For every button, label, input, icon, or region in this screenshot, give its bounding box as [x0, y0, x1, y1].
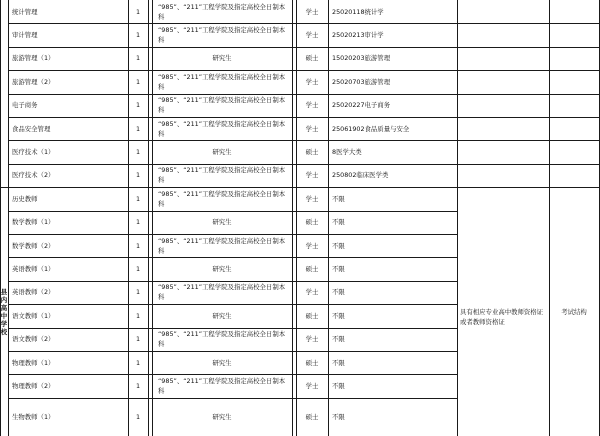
- col-divider: [148, 47, 149, 70]
- major-name: 医疗技术（1）: [12, 148, 55, 157]
- major-name: 历史教师: [12, 194, 38, 203]
- col-divider: [148, 94, 149, 117]
- major-name: 食品安全管理: [12, 124, 51, 133]
- major-requirement: 不限: [332, 288, 345, 297]
- position-count: 1: [135, 7, 141, 16]
- col-divider: [549, 70, 550, 93]
- degree-requirement: 学士: [305, 124, 319, 133]
- col-divider: [292, 23, 293, 46]
- col-divider: [292, 140, 293, 163]
- major-requirement: 不限: [332, 218, 345, 227]
- major-name: 数学教师（1）: [12, 218, 55, 227]
- major-requirement: 15020203旅游管理: [332, 54, 391, 63]
- major-requirement: 25061902食品质量与安全: [332, 124, 410, 133]
- degree-requirement: 硕士: [305, 148, 319, 157]
- major-name: 英语教师（1）: [12, 265, 55, 274]
- position-count: 1: [135, 412, 141, 421]
- education-requirement: 研究生: [212, 412, 232, 421]
- degree-requirement: 学士: [305, 241, 319, 250]
- position-count: 1: [135, 241, 141, 250]
- degree-requirement: 学士: [305, 382, 319, 391]
- col-divider: [549, 164, 550, 187]
- education-requirement: “985”、“211”工程学院及指定高校全日制本科: [158, 377, 286, 396]
- major-name: 电子商务: [12, 101, 38, 110]
- col-divider: [457, 0, 458, 23]
- position-count: 1: [135, 288, 141, 297]
- education-requirement: 研究生: [212, 218, 232, 227]
- col-divider: [148, 281, 149, 304]
- position-count: 1: [135, 358, 141, 367]
- position-count: 1: [135, 218, 141, 227]
- degree-requirement: 学士: [305, 31, 319, 40]
- major-requirement: 250802临床医学类: [332, 171, 389, 180]
- col-divider: [457, 70, 458, 93]
- col-divider: [148, 70, 149, 93]
- position-count: 1: [135, 148, 141, 157]
- col-divider: [292, 211, 293, 234]
- degree-requirement: 学士: [305, 194, 319, 203]
- row-divider: [457, 117, 599, 118]
- education-requirement: 研究生: [212, 148, 232, 157]
- col-divider: [549, 117, 550, 140]
- col-divider: [292, 187, 293, 210]
- major-requirement: 不限: [332, 382, 345, 391]
- col-divider: [148, 351, 149, 374]
- position-count: 1: [135, 101, 141, 110]
- position-count: 1: [135, 54, 141, 63]
- unit-label: 县 内 高 中 学 校: [0, 287, 8, 336]
- position-count: 1: [135, 194, 141, 203]
- degree-requirement: 硕士: [305, 54, 319, 63]
- degree-requirement: 学士: [305, 171, 319, 180]
- col-divider: [148, 187, 149, 210]
- col-divider: [457, 140, 458, 163]
- position-count: 1: [135, 335, 141, 344]
- position-count: 1: [135, 311, 141, 320]
- row-divider: [457, 70, 599, 71]
- col-divider: [292, 0, 293, 23]
- major-name: 语文教师（1）: [12, 311, 55, 320]
- col-divider: [457, 164, 458, 187]
- education-requirement: “985”、“211”工程学院及指定高校全日制本科: [158, 2, 286, 21]
- col-divider: [292, 281, 293, 304]
- col-divider: [292, 398, 293, 436]
- major-requirement: 8医学大类: [332, 148, 362, 157]
- col-divider: [292, 304, 293, 327]
- major-name: 生物教师（1）: [12, 412, 55, 421]
- col-divider: [148, 328, 149, 351]
- education-requirement: 研究生: [212, 358, 232, 367]
- col-divider: [148, 211, 149, 234]
- major-name: 医疗技术（2）: [12, 171, 55, 180]
- col-divider: [292, 351, 293, 374]
- col-divider: [292, 328, 293, 351]
- col-divider: [148, 164, 149, 187]
- major-name: 旅游管理（1）: [12, 54, 55, 63]
- col-divider: [549, 47, 550, 70]
- degree-requirement: 学士: [305, 101, 319, 110]
- degree-requirement: 硕士: [305, 412, 319, 421]
- education-requirement: 研究生: [212, 265, 232, 274]
- education-requirement: 研究生: [212, 54, 232, 63]
- education-requirement: “985”、“211”工程学院及指定高校全日制本科: [158, 119, 286, 138]
- education-requirement: “985”、“211”工程学院及指定高校全日制本科: [158, 189, 286, 208]
- col-divider: [292, 70, 293, 93]
- degree-requirement: 学士: [305, 335, 319, 344]
- degree-requirement: 硕士: [305, 265, 319, 274]
- col-divider: [457, 47, 458, 70]
- col-divider: [549, 0, 550, 23]
- col-divider: [148, 140, 149, 163]
- position-count: 1: [135, 171, 141, 180]
- row-divider: [457, 47, 599, 48]
- col-divider: [292, 164, 293, 187]
- row-divider: [457, 94, 599, 95]
- col-divider: [148, 398, 149, 436]
- major-requirement: 25020703旅游管理: [332, 77, 391, 86]
- degree-requirement: 硕士: [305, 358, 319, 367]
- col-divider: [457, 23, 458, 46]
- col-divider: [457, 94, 458, 117]
- education-requirement: 研究生: [212, 311, 232, 320]
- position-count: 1: [135, 31, 141, 40]
- col-divider: [457, 117, 458, 140]
- col-divider: [549, 94, 550, 117]
- exam-method: 考试结构: [561, 307, 587, 316]
- col-divider: [148, 0, 149, 23]
- major-requirement: 不限: [332, 335, 345, 344]
- major-requirement: 25020227电子商务: [332, 101, 391, 110]
- major-requirement: 25020213审计学: [332, 31, 384, 40]
- degree-requirement: 硕士: [305, 218, 319, 227]
- row-divider: [457, 140, 599, 141]
- major-name: 统计管理: [12, 7, 38, 16]
- degree-requirement: 学士: [305, 288, 319, 297]
- education-requirement: “985”、“211”工程学院及指定高校全日制本科: [158, 72, 286, 91]
- major-name: 语文教师（2）: [12, 335, 55, 344]
- row-divider: [457, 23, 599, 24]
- education-requirement: “985”、“211”工程学院及指定高校全日制本科: [158, 236, 286, 255]
- position-count: 1: [135, 265, 141, 274]
- col-divider: [292, 234, 293, 257]
- position-count: 1: [135, 124, 141, 133]
- major-name: 旅游管理（2）: [12, 77, 55, 86]
- degree-requirement: 学士: [305, 7, 319, 16]
- major-name: 物理教师（2）: [12, 382, 55, 391]
- col-divider: [292, 257, 293, 280]
- row-divider: [457, 164, 599, 165]
- col-divider: [148, 374, 149, 397]
- major-name: 审计管理: [12, 31, 38, 40]
- education-requirement: “985”、“211”工程学院及指定高校全日制本科: [158, 283, 286, 302]
- col-divider: [292, 117, 293, 140]
- major-requirement: 不限: [332, 241, 345, 250]
- major-name: 物理教师（1）: [12, 358, 55, 367]
- major-name: 数学教师（2）: [12, 241, 55, 250]
- col-divider: [148, 23, 149, 46]
- col-divider: [292, 47, 293, 70]
- other-requirement: 具有相应专业高中教师资格证或者教师资格证: [460, 307, 544, 326]
- major-name: 英语教师（2）: [12, 288, 55, 297]
- education-requirement: “985”、“211”工程学院及指定高校全日制本科: [158, 330, 286, 349]
- col-divider: [549, 23, 550, 46]
- major-requirement: 25020118统计学: [332, 7, 384, 16]
- col-divider: [148, 117, 149, 140]
- position-count: 1: [135, 77, 141, 86]
- major-requirement: 不限: [332, 194, 345, 203]
- position-count: 1: [135, 382, 141, 391]
- col-divider: [292, 374, 293, 397]
- education-requirement: “985”、“211”工程学院及指定高校全日制本科: [158, 26, 286, 45]
- degree-requirement: 学士: [305, 77, 319, 86]
- education-requirement: “985”、“211”工程学院及指定高校全日制本科: [158, 166, 286, 185]
- col-divider: [549, 140, 550, 163]
- major-requirement: 不限: [332, 412, 345, 421]
- col-divider: [148, 304, 149, 327]
- major-requirement: 不限: [332, 358, 345, 367]
- major-requirement: 不限: [332, 311, 345, 320]
- col-divider: [148, 257, 149, 280]
- col-divider: [148, 234, 149, 257]
- degree-requirement: 硕士: [305, 311, 319, 320]
- major-requirement: 不限: [332, 265, 345, 274]
- col-divider: [292, 94, 293, 117]
- education-requirement: “985”、“211”工程学院及指定高校全日制本科: [158, 96, 286, 115]
